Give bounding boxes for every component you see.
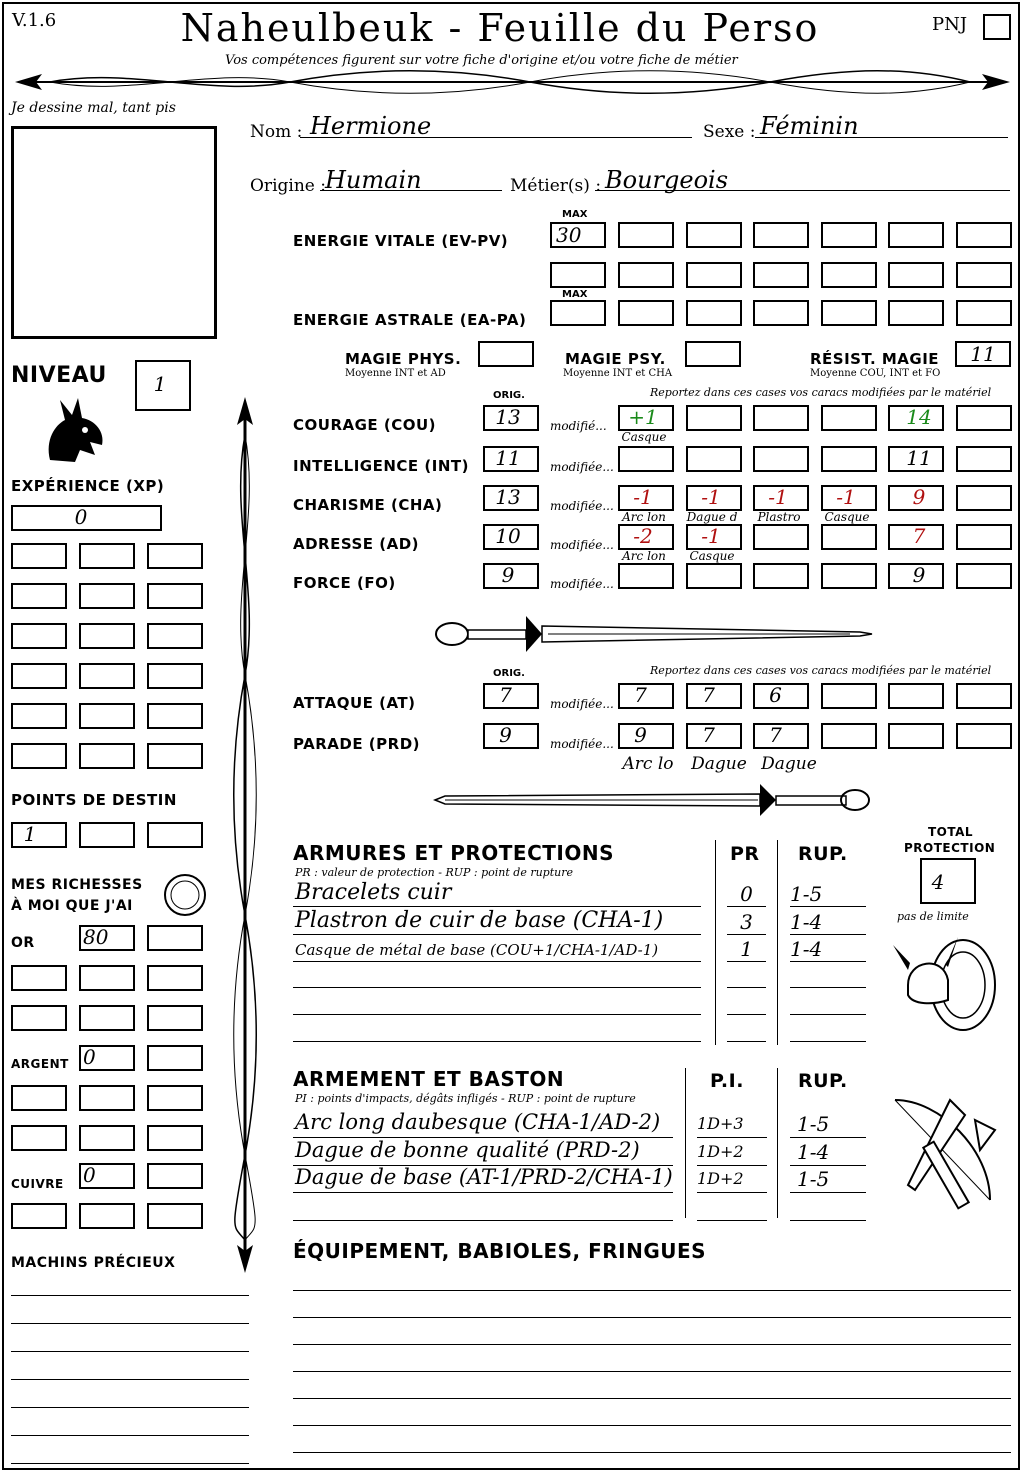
resist-magie-label: RÉSIST. MAGIE [810, 350, 940, 368]
armure-rup-line[interactable] [790, 906, 866, 907]
parade-box[interactable] [956, 723, 1012, 749]
xp-box[interactable] [11, 743, 67, 769]
ev-box[interactable] [550, 262, 606, 288]
destin-box-2[interactable] [79, 822, 135, 848]
armement-rup-line[interactable] [790, 1220, 866, 1221]
armures-title: ARMURES ET PROTECTIONS [293, 841, 614, 865]
carac-mod-value: +1 [628, 405, 658, 429]
armement-name: Dague de bonne qualité (PRD-2) [295, 1138, 640, 1162]
carac-mod-box[interactable] [821, 405, 877, 431]
ev-box[interactable] [888, 222, 944, 248]
ea-box[interactable] [686, 300, 742, 326]
or-box-2[interactable] [147, 925, 203, 951]
xp-box[interactable] [11, 583, 67, 609]
destin-value: 1 [23, 822, 37, 846]
carac-mod-source: Dague d [686, 510, 738, 524]
xp-box[interactable] [79, 663, 135, 689]
carac-mod-value: -1 [701, 485, 721, 509]
armement-rup: 1-4 [797, 1140, 830, 1164]
armure-rup-line[interactable] [790, 1041, 866, 1042]
xp-box[interactable] [147, 743, 203, 769]
equipement-line[interactable] [293, 1290, 1011, 1291]
carac-mod-value: -2 [633, 524, 653, 548]
armement-rup-label: RUP. [798, 1070, 848, 1092]
page-title: Naheulbeuk - Feuille du Perso [180, 6, 820, 50]
niveau-value: 1 [153, 372, 167, 396]
destin-label: POINTS DE DESTIN [11, 791, 177, 809]
armement-title: ARMEMENT ET BASTON [293, 1067, 565, 1091]
carac-orig-value: 13 [495, 485, 521, 509]
carac-orig-value: 11 [495, 446, 521, 470]
armure-rup: 1-4 [790, 910, 823, 934]
carac-orig-value: 10 [495, 524, 521, 548]
armement-pi: 1D+3 [697, 1114, 744, 1133]
carac-mod-box[interactable] [821, 524, 877, 550]
magie-psy-box[interactable] [685, 341, 741, 367]
weapons-icon [880, 1090, 1005, 1215]
attaque-modif-label: modifiée... [550, 697, 614, 711]
metier-value[interactable]: Bourgeois [605, 166, 729, 194]
ev-box[interactable] [888, 262, 944, 288]
armure-rup: 1-4 [790, 937, 823, 961]
carac-mod-box[interactable] [753, 405, 809, 431]
carac-mod-box[interactable] [821, 563, 877, 589]
equipement-title: ÉQUIPEMENT, BABIOLES, FRINGUES [293, 1239, 707, 1263]
xp-box[interactable] [11, 703, 67, 729]
carac-mod-box[interactable] [821, 446, 877, 472]
weapon-label-1: Arc lo [622, 754, 674, 774]
version-label: V.1.6 [12, 10, 57, 31]
xp-label: EXPÉRIENCE (XP) [11, 477, 165, 495]
armure-pr-line[interactable] [727, 906, 766, 907]
carac-mod-box[interactable] [956, 563, 1012, 589]
spear-divider-icon [10, 62, 1014, 102]
argent-box[interactable] [147, 1085, 203, 1111]
or-box[interactable] [11, 1005, 67, 1031]
equipement-line[interactable] [293, 1398, 1011, 1399]
or-box[interactable] [79, 1005, 135, 1031]
richesses-label-2: À MOI QUE J'AI [11, 898, 133, 914]
sexe-value[interactable]: Féminin [760, 112, 859, 140]
carac-final-value: 7 [912, 524, 926, 548]
parade-label: PARADE (PRD) [293, 735, 421, 753]
carac-mod-box[interactable] [753, 524, 809, 550]
carac-label: FORCE (FO) [293, 574, 396, 592]
carac-modif-label: modifiée... [550, 577, 614, 591]
xp-box[interactable] [147, 663, 203, 689]
carac-final-value: 9 [912, 563, 926, 587]
armement-rup-line[interactable] [790, 1165, 866, 1166]
carac-mod-box[interactable] [956, 446, 1012, 472]
magie-phys-sub: Moyenne INT et AD [345, 368, 446, 379]
magie-psy-sub: Moyenne INT et CHA [563, 368, 673, 379]
argent-value: 0 [83, 1045, 96, 1069]
armure-pr-line[interactable] [727, 961, 766, 962]
carac-final-value: 14 [906, 405, 932, 429]
ea-max-label: MAX [562, 289, 588, 300]
carac-mod-source: Casque [621, 430, 667, 444]
portrait-box[interactable] [11, 126, 217, 339]
report-label-combat: Reportez dans ces cases vos caracs modifiées par le matériel [650, 664, 992, 677]
machins-line[interactable] [11, 1379, 249, 1380]
carac-mod-source: Arc lon [622, 510, 666, 524]
argent-box[interactable] [79, 1085, 135, 1111]
carac-modif-label: modifiée... [550, 538, 614, 552]
armure-name: Bracelets cuir [295, 880, 452, 905]
or-box[interactable] [79, 965, 135, 991]
attaque-label: ATTAQUE (AT) [293, 694, 416, 712]
sword-icon-2 [430, 778, 875, 823]
carac-mod-value: -1 [701, 524, 721, 548]
sexe-label: Sexe : [703, 122, 756, 142]
carac-label: CHARISME (CHA) [293, 496, 443, 514]
total-protection-label-2: PROTECTION [904, 841, 996, 855]
carac-final-value: 11 [906, 446, 932, 470]
magie-phys-label: MAGIE PHYS. [345, 350, 462, 368]
xp-box[interactable] [147, 543, 203, 569]
cuivre-box-4[interactable] [79, 1203, 135, 1229]
ev-box[interactable] [686, 222, 742, 248]
armement-line[interactable] [293, 1220, 673, 1221]
dragon-icon [40, 390, 110, 465]
ea-box[interactable] [753, 300, 809, 326]
origine-label: Origine : [250, 176, 326, 196]
xp-box[interactable] [11, 543, 67, 569]
sword-icon [430, 612, 875, 657]
carac-mod-box[interactable] [686, 563, 742, 589]
armures-pr-label: PR [730, 843, 760, 865]
armure-name: Plastron de cuir de base (CHA-1) [295, 908, 664, 933]
resist-magie-value: 11 [970, 342, 996, 366]
armure-rup: 1-5 [790, 882, 823, 906]
armure-name: Casque de métal de base (COU+1/CHA-1/AD-1) [295, 941, 659, 959]
attaque-value: 7 [634, 683, 647, 707]
cuivre-box-3[interactable] [11, 1203, 67, 1229]
armure-line[interactable] [293, 906, 701, 907]
ev-max-label: MAX [562, 209, 588, 220]
armement-pi-label: P.I. [710, 1070, 744, 1092]
origine-value[interactable]: Humain [325, 166, 422, 194]
armure-line[interactable] [293, 1014, 701, 1015]
carac-orig-value: 9 [501, 563, 515, 587]
carac-mod-box[interactable] [753, 446, 809, 472]
armement-rup-line[interactable] [790, 1192, 866, 1193]
parade-orig-value: 9 [499, 723, 512, 747]
nom-label: Nom : [250, 122, 303, 142]
weapon-label-2: Dague [691, 754, 747, 774]
argent-box[interactable] [147, 1125, 203, 1151]
machins-label: MACHINS PRÉCIEUX [11, 1255, 176, 1271]
carac-modif-label: modifié... [550, 419, 607, 433]
armement-rup-line[interactable] [790, 1137, 866, 1138]
cuivre-value: 0 [83, 1163, 96, 1187]
armure-pr: 3 [740, 910, 753, 934]
carac-mod-source: Casque [824, 510, 870, 524]
xp-box[interactable] [79, 543, 135, 569]
argent-box[interactable] [11, 1125, 67, 1151]
no-limit-label: pas de limite [897, 910, 969, 923]
attaque-value: 6 [769, 683, 782, 707]
attaque-box[interactable] [888, 683, 944, 709]
machins-line[interactable] [11, 1323, 249, 1324]
armement-pi: 1D+2 [697, 1169, 744, 1188]
ev-box[interactable] [821, 222, 877, 248]
carac-mod-box[interactable] [686, 405, 742, 431]
total-protection-label-1: TOTAL [928, 825, 974, 839]
armement-pi-line[interactable] [697, 1137, 767, 1138]
richesses-label-1: MES RICHESSES [11, 877, 143, 893]
xp-box[interactable] [79, 583, 135, 609]
carac-orig-value: 13 [495, 405, 521, 429]
armure-pr-line[interactable] [727, 1014, 766, 1015]
parade-box[interactable] [821, 723, 877, 749]
xp-box[interactable] [11, 663, 67, 689]
ea-box[interactable] [618, 300, 674, 326]
carac-mod-value: -1 [768, 485, 788, 509]
cuivre-box-5[interactable] [147, 1203, 203, 1229]
ev-box[interactable] [618, 222, 674, 248]
carac-label: ADRESSE (AD) [293, 535, 420, 553]
machins-line[interactable] [11, 1435, 249, 1436]
machins-line[interactable] [11, 1463, 249, 1464]
carac-mod-source: Casque [689, 549, 735, 563]
argent-box[interactable] [11, 1085, 67, 1111]
ev-box[interactable] [956, 262, 1012, 288]
or-value: 80 [83, 925, 109, 949]
orig-label-combat: ORIG. [493, 668, 525, 679]
equipement-line[interactable] [293, 1317, 1011, 1318]
xp-box[interactable] [11, 623, 67, 649]
armure-pr-line[interactable] [727, 987, 766, 988]
xp-box[interactable] [79, 703, 135, 729]
equipement-line[interactable] [293, 1425, 1011, 1426]
armement-name: Arc long daubesque (CHA-1/AD-2) [295, 1110, 661, 1134]
vertical-spear-icon [225, 395, 265, 1275]
equipement-line[interactable] [293, 1452, 1011, 1453]
ev-box[interactable] [753, 262, 809, 288]
carac-label: INTELLIGENCE (INT) [293, 457, 469, 475]
carac-mod-box[interactable] [618, 446, 674, 472]
armure-rup-line[interactable] [790, 961, 866, 962]
equipement-line[interactable] [293, 1344, 1011, 1345]
attaque-orig-value: 7 [499, 683, 512, 707]
xp-value: 0 [74, 505, 88, 529]
ea-box[interactable] [956, 300, 1012, 326]
ev-label: ENERGIE VITALE (EV-PV) [293, 232, 509, 250]
magie-psy-label: MAGIE PSY. [565, 350, 666, 368]
armure-pr-line[interactable] [727, 1041, 766, 1042]
armure-line[interactable] [293, 987, 701, 988]
destin-box-3[interactable] [147, 822, 203, 848]
pnj-checkbox[interactable] [983, 14, 1011, 40]
argent-label: ARGENT [11, 1057, 69, 1071]
carac-mod-value: -1 [836, 485, 856, 509]
ev-box[interactable] [618, 262, 674, 288]
carac-mod-box[interactable] [956, 405, 1012, 431]
armure-line[interactable] [293, 961, 701, 962]
armures-rup-label: RUP. [798, 843, 848, 865]
ea-max-box[interactable] [550, 300, 606, 326]
total-protection-value: 4 [931, 870, 945, 894]
armement-pi: 1D+2 [697, 1142, 744, 1161]
carac-mod-box[interactable] [956, 524, 1012, 550]
weapon-label-3: Dague [761, 754, 817, 774]
parade-box[interactable] [888, 723, 944, 749]
armement-pi-line[interactable] [697, 1165, 767, 1166]
armement-pi-line[interactable] [697, 1220, 767, 1221]
carac-mod-value: -1 [633, 485, 653, 509]
carac-mod-box[interactable] [686, 446, 742, 472]
xp-box[interactable] [147, 703, 203, 729]
ev-box[interactable] [686, 262, 742, 288]
ea-box[interactable] [821, 300, 877, 326]
machins-line[interactable] [11, 1351, 249, 1352]
xp-box[interactable] [147, 623, 203, 649]
parade-value: 7 [769, 723, 782, 747]
armure-rup-line[interactable] [790, 1014, 866, 1015]
carac-mod-source: Arc lon [622, 549, 666, 563]
armures-sub: PR : valeur de protection - RUP : point de rupture [295, 866, 573, 879]
attaque-value: 7 [702, 683, 715, 707]
armement-rup: 1-5 [797, 1167, 830, 1191]
or-label: OR [11, 935, 35, 951]
or-box[interactable] [11, 965, 67, 991]
carac-final-value: 9 [912, 485, 926, 509]
or-box[interactable] [147, 1005, 203, 1031]
pnj-label: PNJ [932, 14, 968, 35]
cuivre-label: CUIVRE [11, 1177, 64, 1191]
armement-sub: PI : points d'impacts, dégâts infligés - RUP : point de rupture [295, 1092, 636, 1105]
armure-line[interactable] [293, 934, 701, 935]
ev-box[interactable] [753, 222, 809, 248]
xp-box[interactable] [79, 623, 135, 649]
coin-icon [162, 872, 208, 918]
resist-magie-sub: Moyenne COU, INT et FO [810, 368, 941, 379]
parade-value: 7 [702, 723, 715, 747]
carac-mod-source: Plastro [757, 510, 801, 524]
attaque-box[interactable] [821, 683, 877, 709]
armure-line[interactable] [293, 1041, 701, 1042]
page-subtitle: Vos compétences figurent sur votre fiche d'origine et/ou votre fiche de métier [225, 53, 738, 68]
parade-modif-label: modifiée... [550, 737, 614, 751]
nom-value[interactable]: Hermione [310, 112, 432, 140]
xp-box[interactable] [147, 583, 203, 609]
armement-name: Dague de base (AT-1/PRD-2/CHA-1) [295, 1165, 673, 1189]
carac-mod-box[interactable] [618, 563, 674, 589]
armure-pr: 0 [740, 882, 753, 906]
report-label: Reportez dans ces cases vos caracs modifiées par le matériel [650, 386, 992, 399]
helmet-shield-icon [888, 925, 1003, 1035]
armement-pi-line[interactable] [697, 1192, 767, 1193]
armure-rup-line[interactable] [790, 934, 866, 935]
carac-mod-box[interactable] [753, 563, 809, 589]
niveau-label: NIVEAU [11, 363, 107, 388]
argent-box[interactable] [79, 1125, 135, 1151]
armement-rup: 1-5 [797, 1112, 830, 1136]
ev-box[interactable] [821, 262, 877, 288]
equipement-line[interactable] [293, 1371, 1011, 1372]
orig-label: ORIG. [493, 390, 525, 401]
magie-phys-box[interactable] [478, 341, 534, 367]
argent-box-2[interactable] [147, 1045, 203, 1071]
ev-max-value: 30 [556, 223, 582, 247]
armure-rup-line[interactable] [790, 987, 866, 988]
ea-box[interactable] [888, 300, 944, 326]
armure-pr-line[interactable] [727, 934, 766, 935]
attaque-box[interactable] [956, 683, 1012, 709]
carac-modif-label: modifiée... [550, 460, 614, 474]
ev-box[interactable] [956, 222, 1012, 248]
xp-box[interactable] [79, 743, 135, 769]
ea-label: ENERGIE ASTRALE (EA-PA) [293, 311, 527, 329]
or-box[interactable] [147, 965, 203, 991]
carac-modif-label: modifiée... [550, 499, 614, 513]
carac-label: COURAGE (COU) [293, 416, 437, 434]
armure-pr: 1 [740, 937, 753, 961]
portrait-caption: Je dessine mal, tant pis [11, 100, 176, 116]
armement-line[interactable] [293, 1192, 673, 1193]
metier-label: Métier(s) : [510, 176, 602, 196]
carac-mod-box[interactable] [956, 485, 1012, 511]
cuivre-box-2[interactable] [147, 1163, 203, 1189]
machins-line[interactable] [11, 1407, 249, 1408]
parade-value: 9 [634, 723, 647, 747]
machins-line[interactable] [11, 1295, 249, 1296]
